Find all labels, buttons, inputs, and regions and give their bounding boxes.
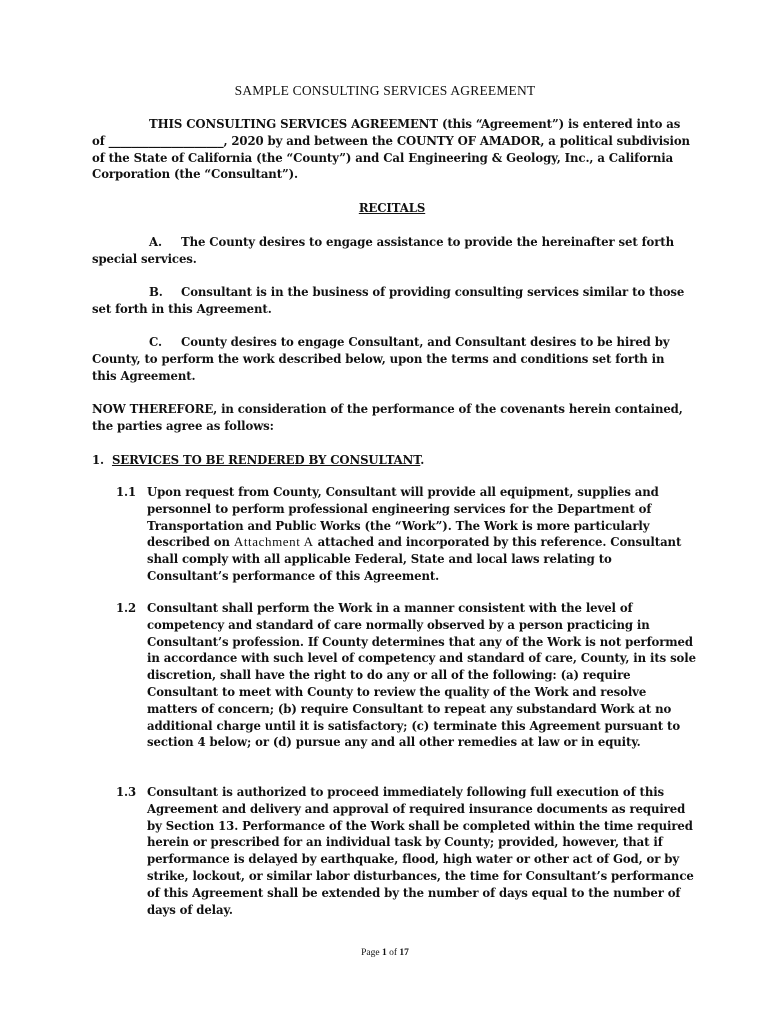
clause-1-1-number: 1.1 [116, 485, 137, 499]
page-total: 17 [399, 948, 409, 958]
clause-1-1-body [147, 484, 696, 585]
recital-b-text: Consultant is in the business of providing consulting services similar to those set forth in this Agreement. [92, 285, 685, 316]
section-1-title: SERVICES TO BE RENDERED BY CONSULTANT [111, 453, 421, 467]
recitals-heading [92, 200, 692, 217]
intro-text: THIS CONSULTING SERVICES AGREEMENT (this “Agreement”) is entered into as of ____________________, 2020 by and between the COUNTY OF AMADOR, a political subdivision of the State of California (the “County”) and Cal Engineering & Geology, Inc., a California Corporation (the “Consultant”). [92, 117, 690, 182]
section-1-heading [92, 452, 692, 469]
page-label: Page [361, 948, 382, 958]
intro-paragraph [92, 116, 692, 183]
page-footer [0, 948, 770, 958]
clause-1-1-text-b: attached and incorporated by this reference. Consultant shall comply with all applicable Federal, State and local laws relating to Consultant’s performance of this Agreement. [147, 535, 682, 583]
clause-1-3-body: Consultant is authorized to proceed immediately following full execution of this Agreement and delivery and approval of required insurance documents as required by Section 13. Performance of the Work shall be completed within the time required herein or prescribed for an individual task by County; provided, however, that if performance is delayed by earthquake, flood, high water or other act of God, or by strike, lockout, or similar labor disturbances, the time for Consultant’s performance of this Agreement shall be extended by the number of days equal to the number of days of delay. [147, 785, 694, 917]
clause-1-3 [116, 784, 696, 918]
recital-c-text: County desires to engage Consultant, and Consultant desires to be hired by County, to perform the work described below, upon the terms and conditions set forth in this Agreement. [92, 335, 670, 383]
section-1-heading-period: . [420, 453, 425, 467]
recital-a-text: The County desires to engage assistance to provide the hereinafter set forth special services. [92, 235, 674, 266]
clause-1-2 [116, 600, 696, 751]
section-1-number: 1. [92, 453, 105, 467]
recitals-heading-text: RECITALS [358, 201, 426, 215]
clause-1-1 [116, 484, 696, 585]
document-title: SAMPLE CONSULTING SERVICES AGREEMENT [234, 83, 536, 98]
clause-1-2-body: Consultant shall perform the Work in a manner consistent with the level of competency and standard of care normally observed by a person practicing in Consultant’s profession. If County determines that any of the Work is not performed in accordance with such level of competency and standard of care, County, in its sole discretion, shall have the right to do any or all of the following: (a) require Consultant to meet with County to review the quality of the Work and resolve matters of concern; (b) require Consultant to repeat any substandard Work at no additional charge until it is satisfactory; (c) terminate this Agreement pursuant to section 4 below; or (d) pursue any and all other remedies at law or in equity. [147, 601, 696, 750]
now-therefore-paragraph: NOW THEREFORE, in consideration of the performance of the covenants herein contained, the parties agree as follows: [92, 402, 683, 433]
clause-1-3-number: 1.3 [116, 785, 137, 799]
recital-b-letter: B. [149, 285, 163, 299]
recital-a [92, 234, 692, 268]
clause-1-2-number: 1.2 [116, 601, 137, 615]
page-current: 1 [381, 948, 387, 958]
recital-b [92, 284, 692, 318]
attachment-a-reference: Attachment A [233, 534, 314, 550]
recital-a-letter: A. [149, 235, 162, 249]
page-of-label: of [386, 948, 400, 958]
recital-c [92, 334, 692, 384]
clause-1-1-text-a: Upon request from County, Consultant will provide all equipment, supplies and personnel to perform professional engineering services for the Department of Transportation and Public Works (the “Work”). The Work is more particularly described on [147, 485, 659, 550]
recital-c-letter: C. [149, 335, 162, 349]
